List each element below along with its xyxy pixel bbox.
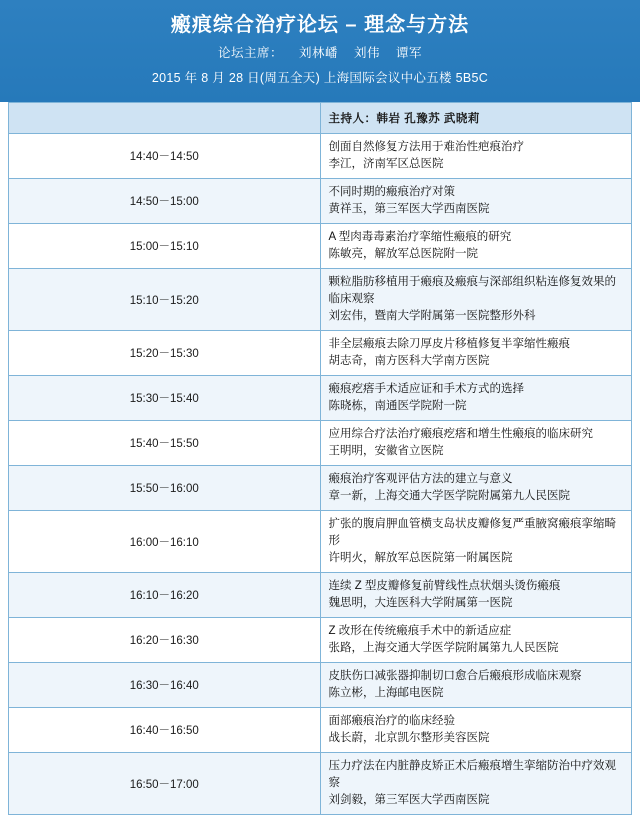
table-row (9, 331, 632, 376)
schedule-table-wrapper (0, 102, 640, 815)
session-speaker: 胡志奇，南方医科大学南方医院 (328, 355, 490, 367)
session-title: 非全层瘢痕去除刀厚皮片移植修复半挛缩性瘢痕 (328, 338, 570, 350)
session-time: 14:50－15:00 (9, 179, 321, 224)
table-row (9, 179, 632, 224)
table-row (9, 573, 632, 618)
table-row (9, 224, 632, 269)
session-title: 瘢痕治疗客观评估方法的建立与意义 (328, 473, 513, 485)
session-speaker: 陈立彬，上海邮电医院 (328, 687, 444, 699)
table-row (9, 376, 632, 421)
session-speaker: 战长蔚，北京凯尔整形美容医院 (328, 732, 490, 744)
moderator-spacer-cell (9, 103, 321, 134)
session-content (320, 331, 632, 376)
session-speaker: 魏思明，大连医科大学附属第一医院 (328, 597, 513, 609)
session-speaker: 刘剑毅，第三军医大学西南医院 (328, 794, 490, 806)
session-time: 15:20－15:30 (9, 331, 321, 376)
table-row (9, 421, 632, 466)
table-row (9, 134, 632, 179)
session-speaker: 李江，济南军区总医院 (328, 158, 444, 170)
table-row (9, 663, 632, 708)
session-speaker: 章一新，上海交通大学医学院附属第九人民医院 (328, 490, 570, 502)
session-time: 15:50－16:00 (9, 466, 321, 511)
session-content (320, 663, 632, 708)
chair-name-1: 刘林嶓 (298, 46, 338, 60)
session-content (320, 511, 632, 573)
chair-label: 论坛主席： (217, 46, 283, 60)
table-row (9, 466, 632, 511)
session-time: 16:20－16:30 (9, 618, 321, 663)
session-speaker: 陈敏亮，解放军总医院附一院 (328, 248, 478, 260)
session-title: 面部瘢痕治疗的临床经验 (328, 715, 455, 727)
session-title: 连续 Z 型皮瓣修复前臂线性点状烟头烫伤瘢痕 (328, 580, 561, 592)
session-time: 15:40－15:50 (9, 421, 321, 466)
table-row (9, 269, 632, 331)
session-time: 15:30－15:40 (9, 376, 321, 421)
session-content (320, 421, 632, 466)
moderator-row (9, 103, 632, 134)
session-title: 瘢痕疙瘩手术适应证和手术方式的选择 (328, 383, 524, 395)
session-title: A 型肉毒毒素治疗挛缩性瘢痕的研究 (328, 231, 512, 243)
session-time: 15:00－15:10 (9, 224, 321, 269)
session-time: 15:10－15:20 (9, 269, 321, 331)
session-time: 16:30－16:40 (9, 663, 321, 708)
chair-name-2: 刘伟 (354, 46, 381, 60)
session-content (320, 134, 632, 179)
page-title: 瘢痕综合治疗论坛 – 理念与方法 (170, 14, 470, 36)
session-content (320, 573, 632, 618)
session-content (320, 224, 632, 269)
chair-name-3: 谭军 (396, 46, 423, 60)
table-row (9, 753, 632, 815)
session-content (320, 466, 632, 511)
session-title: 颗粒脂肪移植用于瘢痕及瘢痕与深部组织粘连修复效果的临床观察 (328, 276, 616, 305)
session-title: 不同时期的瘢痕治疗对策 (328, 186, 455, 198)
session-content (320, 376, 632, 421)
session-content (320, 708, 632, 753)
moderator-label: 主持人：韩岩 孔豫苏 武晓莉 (320, 103, 632, 134)
session-title: Z 改形在传统瘢痕手术中的新适应症 (328, 625, 512, 637)
page-header (0, 0, 640, 102)
session-speaker: 刘宏伟，暨南大学附属第一医院整形外科 (328, 310, 536, 322)
table-row (9, 708, 632, 753)
session-time: 16:00－16:10 (9, 511, 321, 573)
table-row (9, 511, 632, 573)
session-time: 16:10－16:20 (9, 573, 321, 618)
session-content (320, 753, 632, 815)
session-time: 16:50－17:00 (9, 753, 321, 815)
session-speaker: 王明明，安徽省立医院 (328, 445, 444, 457)
table-row (9, 618, 632, 663)
session-title: 应用综合疗法治疗瘢痕疙瘩和增生性瘢痕的临床研究 (328, 428, 593, 440)
chair-line (0, 40, 640, 66)
session-title: 扩张的腹肩胛血管横支岛状皮瓣修复严重腋窝瘢痕挛缩畸形 (328, 518, 616, 547)
session-time: 14:40－14:50 (9, 134, 321, 179)
schedule-body (9, 103, 632, 815)
session-speaker: 黄祥玉，第三军医大学西南医院 (328, 203, 490, 215)
event-meta: 2015 年 8 月 28 日(周五全天) 上海国际会议中心五楼 5B5C (151, 71, 489, 85)
session-title: 压力疗法在内脏静皮矫正术后瘢痕增生挛缩防治中疗效观察 (328, 760, 616, 789)
session-content (320, 179, 632, 224)
session-title: 皮肤伤口减张器抑制切口愈合后瘢痕形成临床观察 (328, 670, 582, 682)
session-content (320, 269, 632, 331)
session-title: 创面自然修复方法用于难治性疤痕治疗 (328, 141, 524, 153)
schedule-table (8, 102, 632, 815)
session-content (320, 618, 632, 663)
session-speaker: 陈晓栋，南通医学院附一院 (328, 400, 467, 412)
session-time: 16:40－16:50 (9, 708, 321, 753)
session-speaker: 张路，上海交通大学医学院附属第九人民医院 (328, 642, 559, 654)
session-speaker: 许明火，解放军总医院第一附属医院 (328, 552, 513, 564)
